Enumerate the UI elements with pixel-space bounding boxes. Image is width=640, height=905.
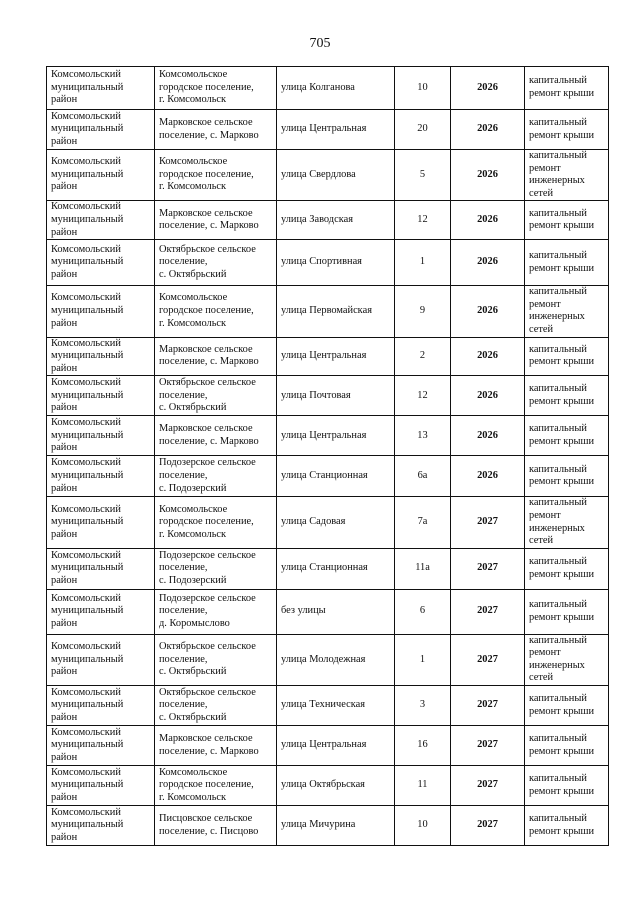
cell-year-text: 2027 [477,779,498,791]
cell-work-type-text: капитальный ремонт крыши [529,207,595,232]
cell-settlement-text: Марковское сельское поселение, с. Марково [159,207,259,232]
cell-house-number-text: 10 [417,819,428,831]
cell-street [277,337,395,376]
cell-street-text: улица Техническая [281,699,365,711]
cell-district-text: Комсомольский муниципальный район [51,766,124,803]
cell-street [277,548,395,589]
table-row [47,286,609,337]
cell-settlement-text: Октябрьское сельское поселение, с. Октябрьский [159,686,256,723]
cell-street-text: улица Почтовая [281,389,351,401]
cell-district [47,150,155,201]
cell-year [451,634,525,685]
cell-work-type-text: капитальный ремонт крыши [529,599,595,623]
cell-street [277,376,395,416]
cell-work-type [525,634,609,685]
cell-street [277,497,395,548]
cell-work-type-text: капитальный ремонт крыши [529,772,595,797]
cell-work-type-text: капитальный ремонт крыши [529,75,595,99]
cell-settlement-text: Комсомольское городское поселение, г. Комсомольск [159,69,254,106]
cell-district [47,686,155,726]
cell-work-type [525,286,609,337]
cell-district [47,376,155,416]
cell-street-text: улица Молодежная [281,653,366,665]
cell-settlement [155,337,277,376]
cell-year [451,337,525,376]
cell-house-number-text: 7а [417,516,428,528]
cell-year [451,548,525,589]
cell-district-text: Комсомольский муниципальный район [51,376,124,414]
cell-house-number [395,337,451,376]
cell-year [451,726,525,766]
cell-settlement-text: Октябрьское сельское поселение, с. Октябрьский [159,376,256,414]
cell-street-text: улица Центральная [281,350,367,362]
cell-settlement-text: Подозерское сельское поселение, с. Подозерский [159,457,256,494]
cell-street [277,456,395,497]
cell-district-text: Комсомольский муниципальный район [51,806,124,843]
cell-district [47,766,155,806]
cell-street [277,67,395,110]
cell-district-text: Комсомольский муниципальный район [51,503,124,540]
cell-house-number-text: 12 [417,213,428,225]
cell-year [451,456,525,497]
cell-work-type [525,806,609,846]
cell-district-text: Комсомольский муниципальный район [51,457,124,494]
cell-settlement [155,286,277,337]
cell-district-text: Комсомольский муниципальный район [51,726,124,763]
cell-work-type [525,766,609,806]
cell-settlement-text: Октябрьское сельское поселение, с. Октябрьский [159,640,256,678]
cell-street [277,634,395,685]
registry-body [47,67,609,846]
cell-street-text: улица Мичурина [281,819,356,831]
cell-work-type-text: капитальный ремонт крыши [529,463,595,488]
cell-settlement-text: Подозерское сельское поселение, д. Коромыслово [159,592,256,629]
cell-work-type [525,589,609,634]
cell-house-number-text: 3 [419,699,426,711]
cell-district [47,67,155,110]
cell-year-text: 2027 [477,516,498,528]
cell-work-type-text: капитальный ремонт крыши [529,732,595,757]
cell-settlement [155,766,277,806]
cell-house-number [395,686,451,726]
cell-work-type-text: капитальный ремонт крыши [529,423,595,447]
cell-street [277,240,395,286]
cell-district [47,201,155,240]
cell-year [451,589,525,634]
cell-street-text: улица Спортивная [281,256,362,268]
cell-street [277,286,395,337]
table-row [47,686,609,726]
cell-street-text: улица Октябрьская [281,779,365,791]
cell-settlement [155,726,277,766]
cell-year-text: 2026 [477,429,498,441]
cell-street-text: улица Станционная [281,470,368,482]
cell-settlement [155,416,277,456]
cell-work-type [525,240,609,286]
cell-district [47,240,155,286]
cell-year-text: 2026 [477,256,498,268]
page-number: 705 [309,36,331,51]
cell-district [47,110,155,150]
cell-year-text: 2026 [477,470,498,482]
cell-work-type [525,337,609,376]
cell-street-text: без улицы [281,605,326,617]
cell-year-text: 2027 [477,819,498,831]
cell-settlement [155,67,277,110]
cell-year [451,416,525,456]
cell-house-number [395,286,451,337]
cell-work-type-text: капитальный ремонт инженерных сетей [529,497,587,547]
cell-house-number-text: 11 [417,779,428,791]
cell-street [277,686,395,726]
cell-work-type [525,456,609,497]
cell-house-number-text: 6а [417,470,428,482]
cell-year [451,201,525,240]
cell-year [451,766,525,806]
cell-district [47,497,155,548]
table-row [47,337,609,376]
cell-district [47,806,155,846]
cell-street-text: улица Садовая [281,516,346,528]
cell-house-number [395,726,451,766]
cell-district-text: Комсомольский муниципальный район [51,243,124,280]
cell-street [277,806,395,846]
cell-work-type [525,497,609,548]
cell-work-type [525,548,609,589]
cell-year-text: 2026 [477,305,498,317]
cell-settlement [155,376,277,416]
cell-house-number-text: 10 [417,81,428,93]
cell-house-number-text: 1 [419,653,426,665]
cell-year-text: 2027 [477,739,498,751]
cell-district-text: Комсомольский муниципальный район [51,592,124,629]
cell-house-number [395,110,451,150]
cell-street-text: улица Свердлова [281,168,356,180]
table-row [47,806,609,846]
cell-work-type-text: капитальный ремонт крыши [529,250,595,274]
cell-house-number [395,416,451,456]
table-row [47,67,609,110]
cell-house-number-text: 5 [419,168,426,180]
cell-work-type-text: капитальный ремонт крыши [529,116,595,141]
cell-year-text: 2027 [477,562,498,574]
cell-settlement-text: Марковское сельское поселение, с. Марково [159,116,259,141]
cell-work-type [525,201,609,240]
cell-street-text: улица Центральная [281,739,367,751]
cell-street-text: улица Колганова [281,81,355,93]
cell-year [451,110,525,150]
cell-work-type-text: капитальный ремонт крыши [529,812,595,837]
cell-district-text: Комсомольский муниципальный район [51,640,124,678]
cell-district [47,634,155,685]
cell-settlement-text: Комсомольское городское поселение, г. Комсомольск [159,766,254,803]
cell-house-number-text: 2 [419,350,426,362]
cell-house-number [395,497,451,548]
cell-year-text: 2027 [477,653,498,665]
cell-settlement [155,150,277,201]
cell-settlement [155,110,277,150]
cell-street [277,201,395,240]
repair-registry-table [46,66,609,846]
cell-settlement [155,548,277,589]
cell-work-type [525,67,609,110]
cell-district-text: Комсомольский муниципальный район [51,201,124,238]
cell-work-type-text: капитальный ремонт крыши [529,383,595,407]
cell-house-number [395,456,451,497]
cell-settlement [155,201,277,240]
cell-house-number [395,376,451,416]
table-row [47,201,609,240]
cell-house-number [395,67,451,110]
cell-house-number [395,634,451,685]
cell-settlement-text: Комсомольское городское поселение, г. Комсомольск [159,292,254,329]
cell-district [47,456,155,497]
cell-work-type-text: капитальный ремонт крыши [529,692,595,717]
cell-street [277,110,395,150]
cell-year [451,686,525,726]
cell-work-type-text: капитальный ремонт инженерных сетей [529,634,587,684]
cell-street [277,150,395,201]
cell-house-number-text: 13 [417,429,428,441]
cell-house-number-text: 11а [415,562,430,574]
cell-settlement [155,240,277,286]
cell-work-type [525,376,609,416]
cell-settlement-text: Октябрьское сельское поселение, с. Октябрьский [159,243,256,280]
cell-settlement-text: Комсомольское городское поселение, г. Комсомольск [159,503,254,540]
cell-work-type-text: капитальный ремонт инженерных сетей [529,286,587,335]
cell-house-number-text: 9 [419,305,426,317]
cell-district [47,548,155,589]
cell-settlement [155,497,277,548]
cell-work-type [525,416,609,456]
cell-street [277,726,395,766]
cell-work-type [525,726,609,766]
cell-house-number [395,548,451,589]
cell-settlement-text: Марковское сельское поселение, с. Марково [159,423,259,447]
cell-district-text: Комсомольский муниципальный район [51,292,124,329]
cell-settlement-text: Подозерское сельское поселение, с. Подозерский [159,549,256,586]
cell-settlement [155,634,277,685]
cell-settlement [155,456,277,497]
cell-district [47,286,155,337]
cell-year [451,240,525,286]
cell-house-number [395,806,451,846]
cell-year-text: 2026 [477,389,498,401]
cell-year-text: 2026 [477,350,498,362]
cell-settlement [155,589,277,634]
table-row [47,766,609,806]
cell-settlement-text: Марковское сельское поселение, с. Марково [159,343,259,368]
cell-work-type-text: капитальный ремонт крыши [529,343,595,368]
cell-settlement-text: Марковское сельское поселение, с. Марково [159,732,259,757]
cell-work-type-text: капитальный ремонт инженерных сетей [529,150,587,199]
cell-work-type [525,110,609,150]
cell-district-text: Комсомольский муниципальный район [51,416,124,454]
cell-street [277,589,395,634]
table-row [47,110,609,150]
cell-house-number-text: 6 [419,605,426,617]
cell-year [451,150,525,201]
cell-year [451,286,525,337]
cell-year-text: 2026 [477,213,498,225]
cell-street-text: улица Первомайская [281,305,372,317]
table-row [47,376,609,416]
table-row [47,497,609,548]
table-row [47,456,609,497]
table-row [47,726,609,766]
cell-work-type-text: капитальный ремонт крыши [529,556,595,580]
table-row [47,548,609,589]
cell-street [277,766,395,806]
cell-settlement-text: Писцовское сельское поселение, с. Писцово [159,812,259,837]
cell-house-number-text: 20 [417,123,428,135]
table-row [47,416,609,456]
cell-district-text: Комсомольский муниципальный район [51,337,124,374]
cell-district [47,589,155,634]
cell-house-number [395,150,451,201]
cell-district [47,726,155,766]
cell-house-number [395,766,451,806]
cell-house-number-text: 1 [419,256,426,268]
cell-settlement [155,686,277,726]
cell-street-text: улица Центральная [281,429,367,441]
cell-year-text: 2027 [477,699,498,711]
cell-district-text: Комсомольский муниципальный район [51,549,124,586]
cell-year [451,806,525,846]
cell-district-text: Комсомольский муниципальный район [51,686,124,723]
cell-settlement [155,806,277,846]
table-row [47,240,609,286]
cell-house-number-text: 12 [417,389,428,401]
cell-district-text: Комсомольский муниципальный район [51,69,124,106]
cell-year [451,497,525,548]
cell-street-text: улица Центральная [281,123,367,135]
cell-street [277,416,395,456]
table-row [47,589,609,634]
table-row [47,150,609,201]
cell-district-text: Комсомольский муниципальный район [51,110,124,147]
cell-district [47,416,155,456]
cell-year-text: 2026 [477,168,498,180]
cell-work-type [525,150,609,201]
cell-settlement-text: Комсомольское городское поселение, г. Комсомольск [159,156,254,193]
cell-house-number [395,589,451,634]
cell-district [47,337,155,376]
table-row [47,634,609,685]
cell-street-text: улица Заводская [281,213,353,225]
cell-district-text: Комсомольский муниципальный район [51,156,124,193]
cell-house-number [395,240,451,286]
cell-year-text: 2027 [477,605,498,617]
cell-house-number-text: 16 [417,739,428,751]
cell-year [451,376,525,416]
cell-year [451,67,525,110]
cell-work-type [525,686,609,726]
cell-street-text: улица Станционная [281,562,368,574]
cell-year-text: 2026 [477,81,498,93]
cell-year-text: 2026 [477,123,498,135]
cell-house-number [395,201,451,240]
